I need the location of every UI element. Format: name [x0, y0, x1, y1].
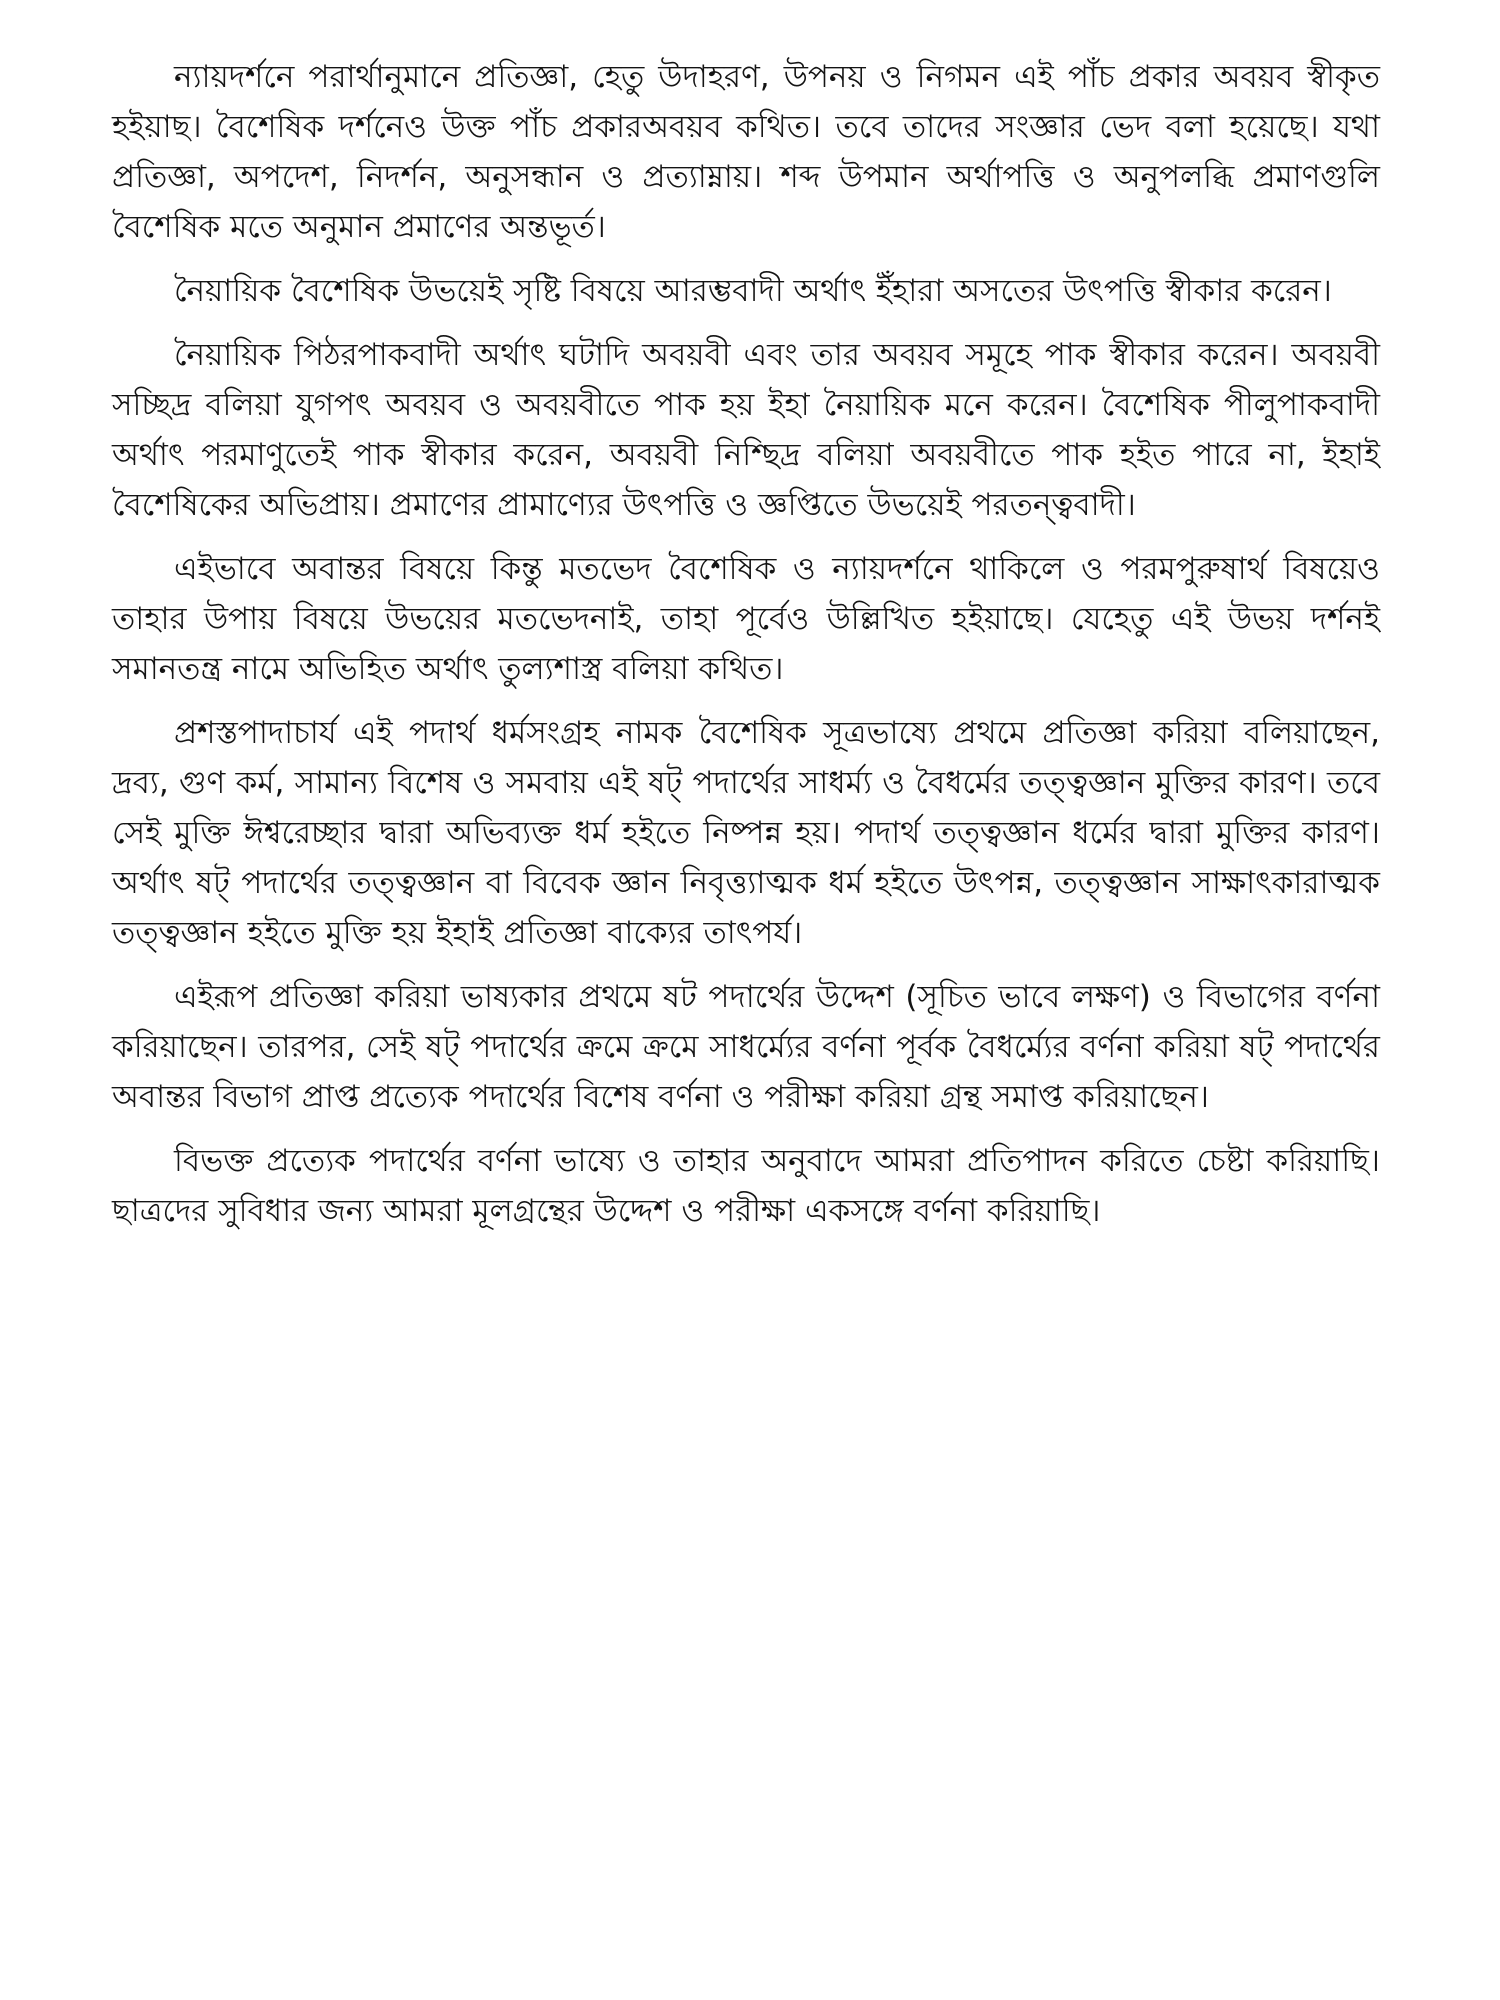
paragraph-3: নৈয়ায়িক পিঠরপাকবাদী অর্থাৎ ঘটাদি অবয়বী এবং তার অবয়ব সমূহে পাক স্বীকার করেন। অবয়বী সচ্ছিদ্র বলিয়া যুগপৎ অবয়ব ও অবয়বীতে পাক হয় ইহা নৈয়ায়িক মনে করেন। বৈশেষিক পীলুপাকবাদী অর্থাৎ পরমাণুতেই পাক স্বীকার করেন, অবয়বী নিশ্ছিদ্র বলিয়া অবয়বীতে পাক হইত পারে না, ইহাই বৈশেষিকের অভিপ্রায়। প্রমাণের প্রামাণ্যের উৎপত্তি ও জ্ঞপ্তিতে উভয়েই পরতন্ত্ববাদী। — [112, 337, 1380, 523]
paragraph-6: এইরূপ প্রতিজ্ঞা করিয়া ভাষ্যকার প্রথমে ষট পদার্থের উদ্দেশ (সূচিত ভাবে লক্ষণ) ও বিভাগের বর্ণনা করিয়াছেন। তারপর, সেই ষট্ পদার্থের ক্রমে ক্রমে সাধর্ম্যের বর্ণনা পূর্বক বৈধর্ম্যের বর্ণনা করিয়া ষট্ পদার্থের অবান্তর বিভাগ প্রাপ্ত প্রত্যেক পদার্থের বিশেষ বর্ণনা ও পরীক্ষা করিয়া গ্রন্থ সমাপ্ত করিয়াছেন। — [112, 979, 1380, 1115]
paragraph-7: বিভক্ত প্রত্যেক পদার্থের বর্ণনা ভাষ্যে ও তাহার অনুবাদে আমরা প্রতিপাদন করিতে চেষ্টা করিয়াছি। ছাত্রদের সুবিধার জন্য আমরা মূলগ্রন্থের উদ্দেশ ও পরীক্ষা একসঙ্গে বর্ণনা করিয়াছি। — [112, 1143, 1380, 1229]
paragraph-5: প্রশস্তপাদাচার্য এই পদার্থ ধর্মসংগ্রহ নামক বৈশেষিক সূত্রভাষ্যে প্রথমে প্রতিজ্ঞা করিয়া বলিয়াছেন, দ্রব্য, গুণ কর্ম, সামান্য বিশেষ ও সমবায় এই ষট্ পদার্থের সাধর্ম্য ও বৈধর্মের তত্ত্বজ্ঞান মুক্তির কারণ। তবে সেই মুক্তি ঈশ্বরেচ্ছার দ্বারা অভিব্যক্ত ধর্ম হইতে নিষ্পন্ন হয়। পদার্থ তত্ত্বজ্ঞান ধর্মের দ্বারা মুক্তির কারণ। অর্থাৎ ষট্ পদার্থের তত্ত্বজ্ঞান বা বিবেক জ্ঞান নিবৃত্ত্যাত্মক ধর্ম হইতে উৎপন্ন, তত্ত্বজ্ঞান সাক্ষাৎকারাত্মক তত্ত্বজ্ঞান হইতে মুক্তি হয় ইহাই প্রতিজ্ঞা বাক্যের তাৎপর্য। — [112, 715, 1380, 951]
paragraph-4: এইভাবে অবান্তর বিষয়ে কিন্তু মতভেদ বৈশেষিক ও ন্যায়দর্শনে থাকিলে ও পরমপুরুষার্থ বিষয়েও তাহার উপায় বিষয়ে উভয়ের মতভেদনাই, তাহা পূর্বেও উল্লিখিত হইয়াছে। যেহেতু এই উভয় দর্শনই সমানতন্ত্র নামে অভিহিত অর্থাৎ তুল্যশাস্ত্র বলিয়া কথিত। — [112, 551, 1380, 687]
paragraph-1: ন্যায়দর্শনে পরার্থানুমানে প্রতিজ্ঞা, হেতু উদাহরণ, উপনয় ও নিগমন এই পাঁচ প্রকার অবয়ব স্বীকৃত হইয়াছ। বৈশেষিক দর্শনেও উক্ত পাঁচ প্রকারঅবয়ব কথিত। তবে তাদের সংজ্ঞার ভেদ বলা হয়েছে। যথা প্রতিজ্ঞা, অপদেশ, নিদর্শন, অনুসন্ধান ও প্রত্যাম্নায়। শব্দ উপমান অর্থাপত্তি ও অনুপলব্ধি প্রমাণগুলি বৈশেষিক মতে অনুমান প্রমাণের অন্তভূর্ত। — [112, 59, 1380, 245]
paragraph-2: নৈয়ায়িক বৈশেষিক উভয়েই সৃষ্টি বিষয়ে আরম্ভবাদী অর্থাৎ ইঁহারা অসতের উৎপত্তি স্বীকার করেন। — [174, 273, 1332, 309]
body-text — [112, 52, 1380, 1250]
